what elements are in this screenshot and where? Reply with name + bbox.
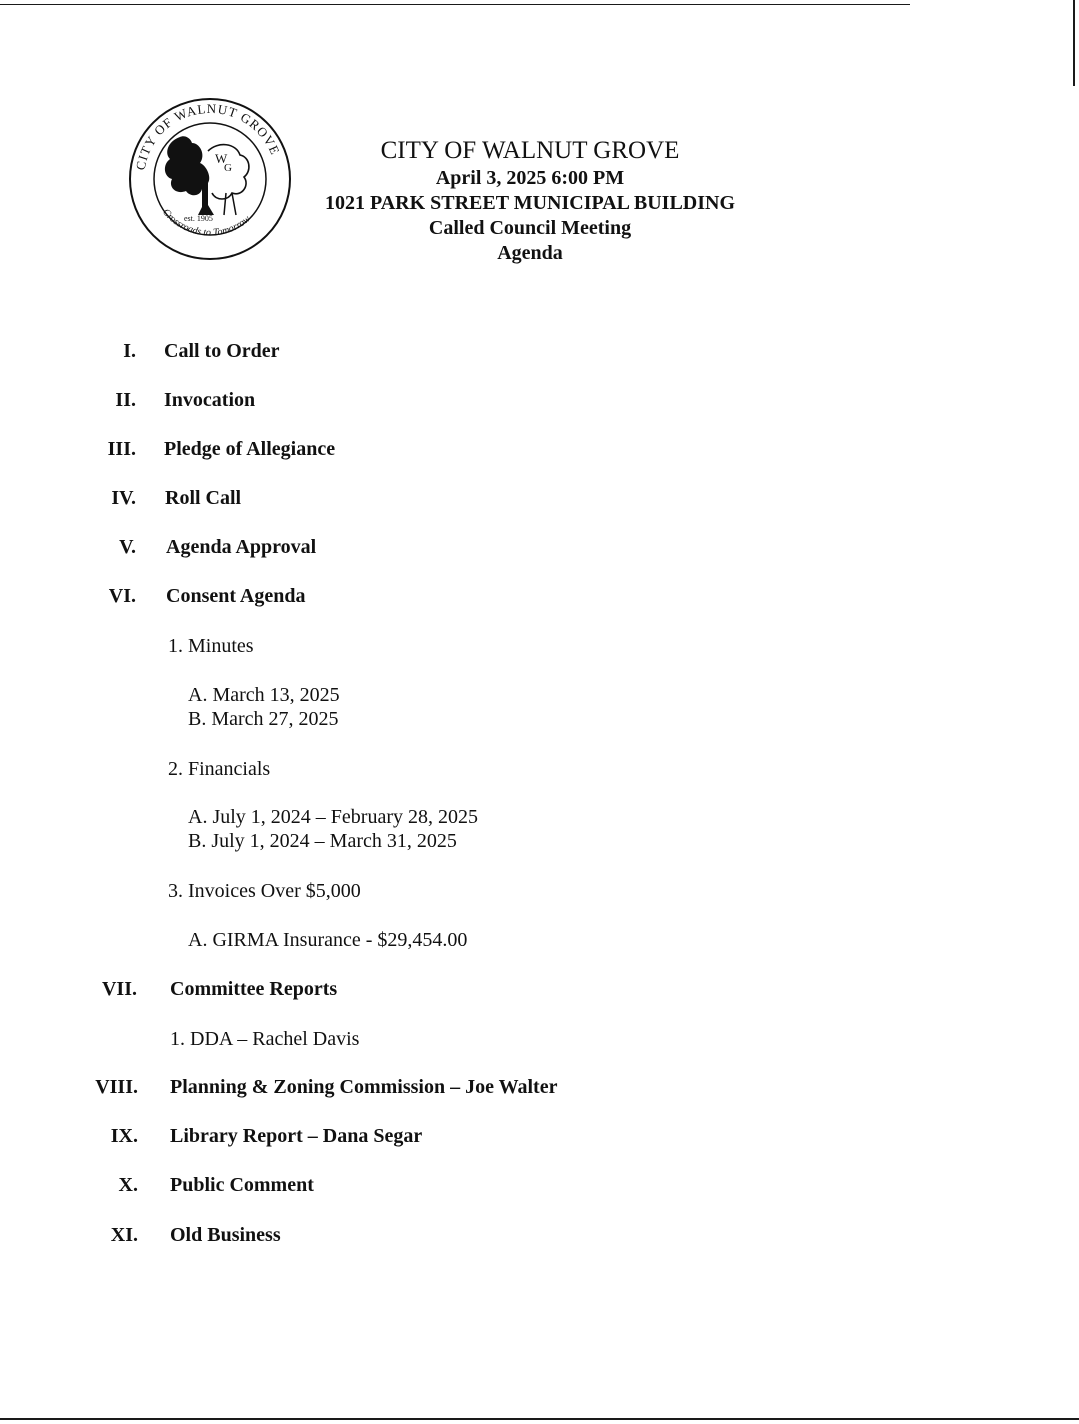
seal-monogram-w: W <box>215 151 228 166</box>
agenda-num: IX. <box>110 1125 138 1147</box>
financials-item-b: B. July 1, 2024 – March 31, 2025 <box>188 830 457 852</box>
tree-icon <box>165 136 249 215</box>
agenda-num: II. <box>115 389 136 411</box>
seal-motto: Crossroads to Tomorrow <box>160 206 253 239</box>
invoices-label: 3. Invoices Over $5,000 <box>168 880 361 902</box>
meeting-location: 1021 PARK STREET MUNICIPAL BUILDING <box>324 192 736 214</box>
document-title: Agenda <box>497 242 563 264</box>
document-header <box>300 136 760 266</box>
agenda-num: III. <box>107 438 136 460</box>
agenda-title: Committee Reports <box>170 978 338 1000</box>
minutes-item-b: B. March 27, 2025 <box>188 708 339 730</box>
agenda-title: Library Report – Dana Segar <box>170 1125 423 1147</box>
scan-border-right <box>1073 0 1075 86</box>
agenda-title: Invocation <box>164 389 256 411</box>
agenda-num: I. <box>123 340 136 362</box>
meeting-type: Called Council Meeting <box>428 217 632 239</box>
seal-ring-text: CITY OF WALNUT GROVE <box>132 100 284 172</box>
agenda-title: Public Comment <box>170 1174 314 1196</box>
agenda-num: VIII. <box>95 1076 138 1098</box>
svg-text:CITY OF WALNUT GROVE <box>133 101 283 171</box>
agenda-num: X. <box>118 1174 138 1196</box>
meeting-datetime: April 3, 2025 6:00 PM <box>435 167 625 189</box>
city-seal-logo <box>128 97 292 261</box>
financials-item-a: A. July 1, 2024 – February 28, 2025 <box>188 806 478 828</box>
scan-border-bottom <box>0 1418 1079 1420</box>
minutes-label: 1. Minutes <box>168 635 254 657</box>
agenda-title: Planning & Zoning Commission – Joe Walter <box>170 1076 558 1098</box>
seal-established: est. 1905 <box>184 214 213 223</box>
city-name: CITY OF WALNUT GROVE <box>380 137 680 164</box>
agenda-num: VI. <box>108 585 136 607</box>
committee-dda: 1. DDA – Rachel Davis <box>170 1028 360 1050</box>
financials-label: 2. Financials <box>168 758 271 780</box>
seal-monogram-g: G <box>224 162 232 174</box>
invoices-item-a: A. GIRMA Insurance - $29,454.00 <box>188 929 468 951</box>
agenda-num: XI. <box>110 1224 138 1246</box>
agenda-title: Roll Call <box>165 487 242 509</box>
agenda-title: Old Business <box>170 1224 281 1246</box>
agenda-title: Call to Order <box>164 340 280 362</box>
minutes-item-a: A. March 13, 2025 <box>188 684 340 706</box>
agenda-num: VII. <box>101 978 137 1000</box>
scan-border-top <box>0 4 910 5</box>
agenda-title: Agenda Approval <box>166 536 317 558</box>
agenda-title: Consent Agenda <box>166 585 306 607</box>
agenda-title: Pledge of Allegiance <box>164 438 336 460</box>
agenda-num: IV. <box>111 487 136 509</box>
agenda-num: V. <box>119 536 136 558</box>
